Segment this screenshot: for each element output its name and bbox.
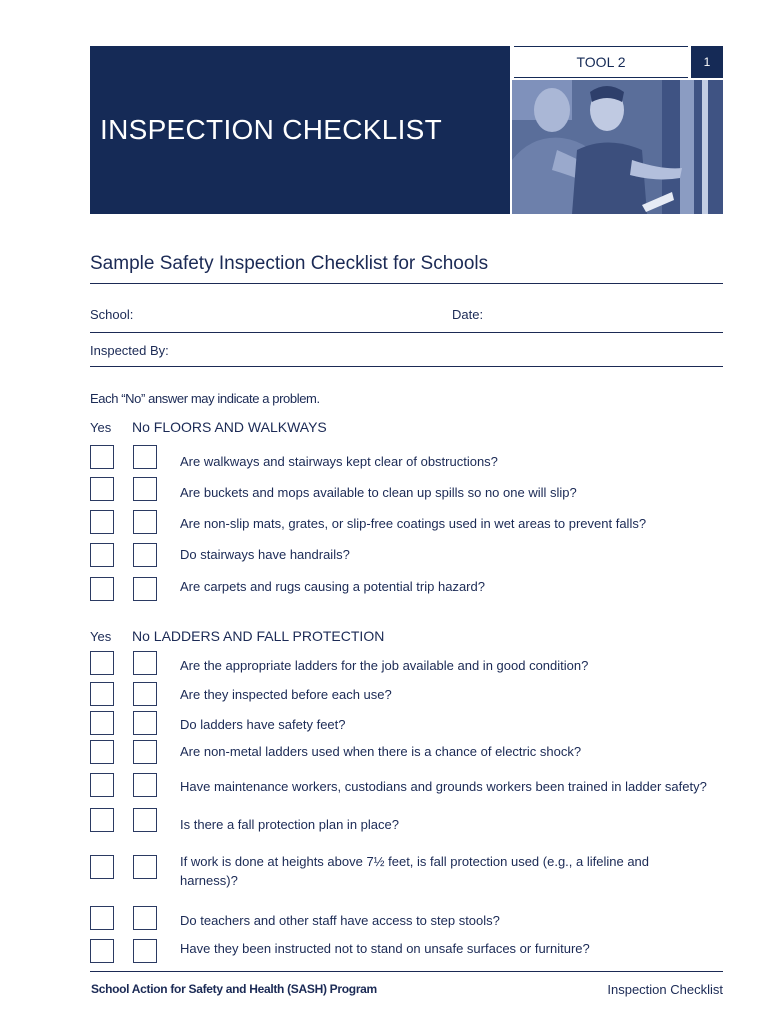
yes-checkbox[interactable] (90, 773, 114, 797)
no-checkbox[interactable] (133, 773, 157, 797)
no-checkbox[interactable] (133, 477, 157, 501)
no-checkbox[interactable] (133, 445, 157, 469)
yes-checkbox[interactable] (90, 651, 114, 675)
question-text: Are the appropriate ladders for the job available and in good condition? (180, 658, 589, 673)
inspected-by-label: Inspected By: (90, 343, 169, 358)
no-checkbox[interactable] (133, 510, 157, 534)
checklist-heading: Sample Safety Inspection Checklist for Schools (90, 253, 489, 274)
yes-checkbox[interactable] (90, 855, 114, 879)
yes-checkbox[interactable] (90, 939, 114, 963)
question-text: If work is done at heights above 7½ feet, is fall protection used (e.g., a lifeline and harness)? (180, 854, 650, 888)
yes-checkbox[interactable] (90, 740, 114, 764)
date-label: Date: (452, 307, 484, 322)
question-text: Do stairways have handrails? (180, 547, 350, 562)
yes-checkbox[interactable] (90, 477, 114, 501)
no-checkbox[interactable] (133, 808, 157, 832)
no-checkbox[interactable] (133, 682, 157, 706)
question-text: Are buckets and mops available to clean up spills so no one will slip? (180, 485, 577, 500)
question-text: Are they inspected before each use? (180, 687, 392, 702)
instruction-note: Each “No” answer may indicate a problem. (90, 391, 320, 406)
no-checkbox[interactable] (133, 855, 157, 879)
title-banner (90, 46, 510, 214)
yes-checkbox[interactable] (90, 808, 114, 832)
no-checkbox[interactable] (133, 740, 157, 764)
yes-checkbox[interactable] (90, 445, 114, 469)
no-checkbox[interactable] (133, 651, 157, 675)
section-title-ladders: No LADDERS AND FALL PROTECTION (132, 628, 385, 644)
question-text: Are walkways and stairways kept clear of obstructions? (180, 454, 498, 469)
no-checkbox[interactable] (133, 906, 157, 930)
yes-column-label: Yes (90, 629, 112, 644)
question-text: Are carpets and rugs causing a potential trip hazard? (180, 579, 485, 594)
question-text: Are non-slip mats, grates, or slip-free coatings used in wet areas to prevent falls? (180, 516, 647, 531)
no-checkbox[interactable] (133, 577, 157, 601)
divider (90, 283, 723, 284)
yes-checkbox[interactable] (90, 577, 114, 601)
yes-checkbox[interactable] (90, 510, 114, 534)
question-text: Is there a fall protection plan in place? (180, 817, 399, 832)
page-title: INSPECTION CHECKLIST (100, 114, 443, 145)
yes-checkbox[interactable] (90, 543, 114, 567)
page-number: 1 (691, 46, 723, 78)
yes-checkbox[interactable] (90, 906, 114, 930)
divider (90, 332, 723, 333)
tool-label: TOOL 2 (514, 46, 688, 78)
footer-document-name: Inspection Checklist (607, 982, 723, 997)
no-checkbox[interactable] (133, 711, 157, 735)
yes-column-label: Yes (90, 420, 112, 435)
question-text: Have maintenance workers, custodians and grounds workers been trained in ladder safety? (180, 779, 707, 794)
section-title-floors: No FLOORS AND WALKWAYS (132, 419, 327, 435)
divider (90, 366, 723, 367)
question-text: Do teachers and other staff have access to step stools? (180, 913, 500, 928)
yes-checkbox[interactable] (90, 711, 114, 735)
question-text: Have they been instructed not to stand on unsafe surfaces or furniture? (180, 941, 590, 956)
yes-checkbox[interactable] (90, 682, 114, 706)
no-checkbox[interactable] (133, 543, 157, 567)
school-label: School: (90, 307, 134, 322)
question-text: Do ladders have safety feet? (180, 717, 346, 732)
footer-divider (90, 971, 723, 972)
header-photo (512, 80, 723, 214)
footer-program-name: School Action for Safety and Health (SASH) Program (91, 982, 377, 996)
no-checkbox[interactable] (133, 939, 157, 963)
question-text: Are non-metal ladders used when there is a chance of electric shock? (180, 744, 582, 759)
